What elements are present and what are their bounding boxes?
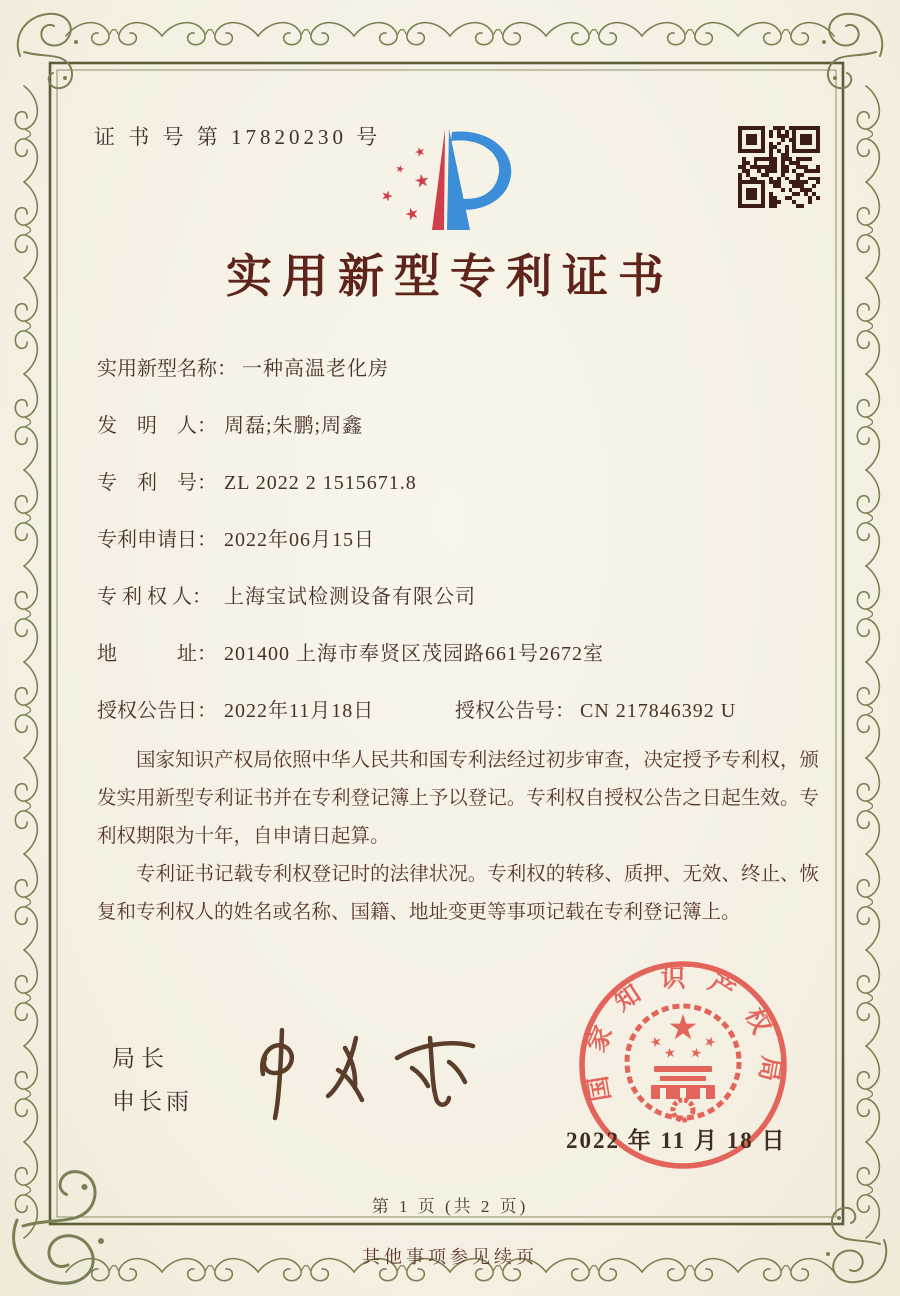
page-title: 实用新型专利证书 xyxy=(226,251,674,302)
page-number: 第 1 页 (共 2 页) xyxy=(371,1197,529,1216)
field-label: 地 址： xyxy=(97,643,217,665)
official-seal xyxy=(548,952,828,1192)
field-row-filing-date xyxy=(97,523,604,580)
field-value: 一种高温老化房 xyxy=(242,358,389,380)
signer-title: 局长 xyxy=(112,1046,170,1071)
field-row-patent-no xyxy=(97,466,604,523)
field-row-patentee xyxy=(97,580,604,637)
field-label: 授权公告号： xyxy=(455,700,575,722)
qr-code xyxy=(738,126,820,208)
field-label: 专 利 权 人： xyxy=(97,586,212,608)
grant-date xyxy=(97,700,374,722)
field-row-inventors xyxy=(97,409,604,466)
field-row-address xyxy=(97,637,604,694)
field-list xyxy=(97,352,737,751)
director-signature xyxy=(225,1008,495,1128)
seal-date: 2022 年 11 月 18 日 xyxy=(566,1128,787,1153)
cnipa-logo-icon xyxy=(360,108,560,238)
legal-paragraph-2: 专利证书记载专利权登记时的法律状况。专利权的转移、质押、无效、终止、恢复和专利权人的姓名或名称、国籍、地址变更等事项记载在专利登记簿上。 xyxy=(97,864,819,923)
field-label: 实用新型名称： xyxy=(97,358,237,380)
legal-text xyxy=(97,742,819,932)
field-label: 专利申请日： xyxy=(97,529,217,551)
signer-name: 申长雨 xyxy=(112,1089,193,1114)
field-value: CN 217846392 U xyxy=(580,700,737,722)
field-value: 上海宝试检测设备有限公司 xyxy=(224,586,476,608)
svg-text:国家知识产权局 xyxy=(581,965,786,1103)
field-value: 2022年06月15日 xyxy=(224,529,375,551)
field-label: 授权公告日： xyxy=(97,700,217,722)
field-row-name xyxy=(97,352,604,409)
field-value: ZL 2022 2 1515671.8 xyxy=(224,472,417,494)
national-emblem-icon xyxy=(627,1006,739,1120)
grant-number xyxy=(455,694,736,728)
field-value: 2022年11月18日 xyxy=(224,700,375,722)
field-value: 201400 上海市奉贤区茂园路661号2672室 xyxy=(224,643,604,665)
field-value: 周磊;朱鹏;周鑫 xyxy=(224,415,364,437)
continuation-note: 其他事项参见续页 xyxy=(362,1247,538,1267)
certificate-number: 证 书 号 第 17820230 号 xyxy=(94,125,382,149)
seal-ring-text: 国家知识产权局 xyxy=(581,965,785,1104)
field-label: 专 利 号： xyxy=(97,472,217,494)
field-label: 发 明 人： xyxy=(97,415,217,437)
legal-paragraph-1: 国家知识产权局依照中华人民共和国专利法经过初步审查，决定授予专利权，颁发实用新型专利证书并在专利登记簿上予以登记。专利权自授权公告之日起生效。专利权期限为十年，自申请日起算。 xyxy=(97,750,819,847)
